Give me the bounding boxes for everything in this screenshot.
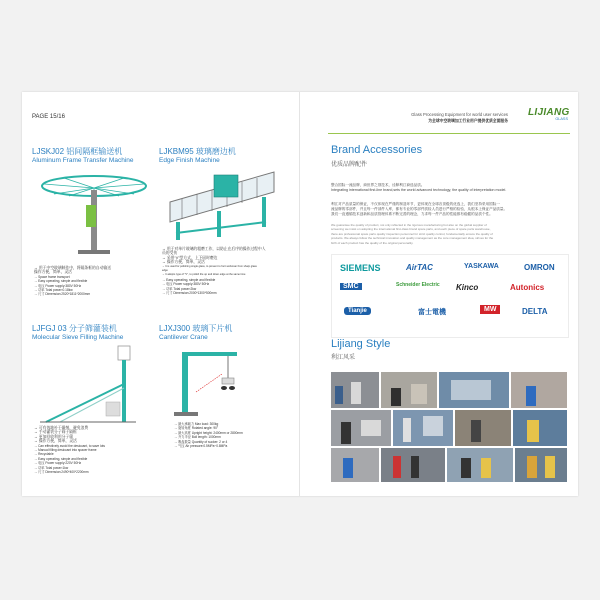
spec-line: → Recyclable	[34, 452, 54, 457]
brand-logo-siemens: SIEMENS	[340, 263, 381, 273]
spec-line: → 电压 Power supply:220V 50Hz	[34, 461, 82, 466]
brand-logo-meanwell: MW	[480, 305, 500, 314]
spec-line: → Space frame transport	[34, 274, 70, 279]
spec-line: → 电压 Power supply:380V 50Hz	[34, 283, 82, 288]
spec-line: → 用于对单片玻璃的粗磨工作，以防止在后序的操作过程中人	[162, 247, 266, 251]
lijiang-style-title: Lijiang Style	[331, 338, 391, 350]
spec-line: → 功率 Total power:0.18kw	[34, 288, 73, 293]
spec-line: → Easy operating, simple and flexible	[162, 277, 216, 282]
spec-line: → Easy operating, simple and flexible	[34, 279, 88, 284]
brand-logo-smc: SMC	[340, 283, 362, 290]
company-logo	[528, 107, 568, 121]
spec-line: → 尺寸 Dimension:2520*1811*2000mm	[34, 292, 91, 297]
machine-cn-name: 玻璃下片机	[192, 324, 233, 333]
spec-line: → 更加回收利用分子筛	[34, 434, 74, 439]
machine-en-name: Aluminum Frame Transfer Machine	[32, 157, 134, 164]
para-line: screening we insist on adopting the international first-class brand spare parts, and each piece of spare parts warehouse,	[331, 227, 491, 232]
machine-code: LJFGJ 03	[32, 324, 67, 333]
machine-en-name: Edge Finish Machine	[159, 157, 220, 164]
brand-logo-fuji: 富士電機	[418, 309, 446, 316]
header-tagline-cn: 为全球中空玻璃加工行业用户提供优质全面服务	[428, 119, 508, 123]
molecular-sieve-filling-image	[36, 344, 146, 424]
spec-line: → 升力半径 Boll length: 1000mm	[174, 435, 221, 440]
machine-title-ljxj300	[159, 324, 232, 342]
brand-logo-autonics: Autonics	[510, 283, 545, 292]
aluminum-frame-transfer-image	[34, 170, 154, 262]
brand-logo-grid	[331, 254, 569, 338]
machine-title-ljskj02	[32, 147, 134, 165]
logo-sub-text: GLASS	[555, 117, 568, 121]
machine-cn-name: 铝间隔框输送机	[66, 147, 123, 156]
machine-code: LJKBM95	[159, 147, 194, 156]
machine-code: LJSKJ02	[32, 147, 65, 156]
spec-line: → 操作方便，简单，灵活	[162, 260, 205, 265]
spec-line: → 操作方便，简单，灵活	[34, 439, 77, 444]
spec-line: → 可有效地补干燥剂，避免浪费	[34, 426, 89, 430]
workshop-photo	[511, 372, 567, 408]
para-line: 我们一直遵循技术创新和品质管理体系不断完善的理念，力求每一件产品的性能都有稳健的品质个性。	[331, 212, 493, 216]
spec-line: → 最大高度 Upright height: 2400mm or 2800mm	[174, 430, 243, 435]
spec-line: 操作方便，简单，灵活	[34, 270, 72, 275]
workshop-photo	[331, 448, 379, 482]
spec-line: → 采用“V”型方式，上下同时磨边	[162, 255, 218, 260]
spec-line: → 气压 Air pressure:0.5MPa~0.8MPa	[174, 444, 228, 449]
header-tagline	[411, 112, 508, 124]
para-line: 利江对产品质量的保证，不仅体现在严谨的制造环节，更体现在全球各顶级的优选上，我们坚持采用国际一	[331, 202, 500, 206]
lijiang-style-cn-title: 利江风采	[331, 355, 356, 361]
para-line: there are professional spare parts quality inspection personnel for strict quality control, fundamentally ensure the quality of	[331, 231, 493, 236]
spec-line: → 最大承载力 Max load: 300kg	[174, 422, 219, 426]
para-line: Integrating international first-line brand,sets the world advanced technology, the quality of interpretation model.	[331, 188, 507, 192]
spec-line: → 功率 Total power:1kw	[34, 465, 69, 470]
spec-line: edge	[162, 269, 168, 273]
machine-cn-name: 分子筛灌装机	[68, 324, 117, 333]
brand-logo-airtac: AirTAC	[406, 263, 433, 272]
para-line: products. We always follow the technical innovation and quality management as the core management idea, strives for the	[331, 236, 494, 241]
spec-line: → 旋转角度 Rotated angle: 90°	[174, 426, 219, 431]
company-photo-collage	[331, 372, 567, 482]
spec-line: → 吸盘数量 Quantity of sucker: 2 or 4	[174, 439, 228, 444]
brochure-spread	[22, 92, 578, 496]
workshop-photo	[513, 410, 567, 446]
brand-accessories-cn-title: 优质品牌配件	[331, 162, 368, 168]
cantilever-crane-image	[162, 344, 262, 416]
page-divider	[299, 92, 300, 496]
spec-line: → 尺寸 Dimension:2000*1300*500mm	[162, 291, 217, 296]
spec-line: → It is used for polishing single glass, to prevent to hurt workman from sharp glass	[162, 264, 257, 268]
machine-title-ljkbm95	[159, 147, 236, 165]
brand-logo-delta: DELTA	[522, 307, 548, 316]
workshop-photo	[455, 410, 511, 446]
workshop-photo	[447, 448, 513, 482]
machine-en-name: Molecular Sieve Filling Machine	[32, 334, 124, 341]
para-line: 整合国际一流品牌，商世界之领技术，诠释利江商选品质。	[331, 183, 425, 187]
spec-line: → 手动灌装分子筛于隔框	[34, 430, 77, 435]
edge-finish-machine-image	[162, 167, 282, 242]
spec-line: → 电压 Power supply:380V 50Hz	[162, 282, 210, 287]
machine-specs-ljskj02	[34, 266, 111, 297]
spec-line: → It adopts type of "V", to polish the up and down edge at the same time	[162, 273, 246, 277]
spec-line: → 尺寸 Dimension:2490*400*2200mm	[34, 470, 89, 475]
machine-cn-name: 玻璃磨边机	[195, 147, 236, 156]
brand-logo-yaskawa: YASKAWA	[464, 263, 499, 270]
brand-paragraph-2	[331, 202, 567, 217]
workshop-photo	[515, 448, 567, 482]
workshop-photo	[381, 372, 437, 408]
spec-line: 员的受伤	[162, 251, 178, 256]
brand-logo-omron: OMRON	[524, 263, 555, 272]
machine-specs-ljfgj03	[34, 426, 105, 474]
para-line: birth of each product has the quality of the original personality.	[331, 240, 414, 245]
para-line: 流品牌的零部件，并且每一件部件入库，都有专业的零部件质检人员进行严格的检验，从根本上保证产品质量。	[331, 207, 508, 211]
header-tagline-en: Glass Processing Equipment for world user services	[411, 112, 508, 117]
para-line: We guarantee the quality of product, not only reflected in the rigorous manufacturing but also on the global supplier of	[331, 223, 487, 227]
machine-specs-ljkbm95	[162, 247, 266, 295]
machine-en-name: Cantilever Crane	[159, 334, 208, 341]
header-rule	[328, 133, 570, 134]
brand-logo-schneider: Schneider Electric	[396, 282, 440, 288]
logo-main-text: LIJIANG	[528, 107, 570, 118]
spec-line: → Manual filling desiccant into spacer frame	[34, 448, 97, 453]
spec-line: → 功率 Total power:2kw	[162, 286, 197, 291]
page-number: PAGE 15/16	[32, 114, 65, 120]
spec-line: → 用于中空玻璃制作中，将隔条框的自动输送	[34, 266, 111, 270]
spec-line: → Can effectively avoid the desiccant, to save lots	[34, 443, 105, 448]
brand-logo-kinco: Kinco	[456, 283, 479, 292]
brand-logo-tianjie: Tianjie	[344, 307, 371, 315]
machine-title-ljfgj03	[32, 324, 123, 342]
machine-specs-ljxj300	[174, 422, 243, 448]
spec-line: → Easy operating, simple and flexible	[34, 456, 88, 461]
machine-code: LJXJ300	[159, 324, 191, 333]
brand-accessories-title: Brand Accessories	[331, 144, 423, 156]
brand-paragraph-3	[331, 223, 567, 245]
brand-paragraph-1	[331, 183, 567, 193]
